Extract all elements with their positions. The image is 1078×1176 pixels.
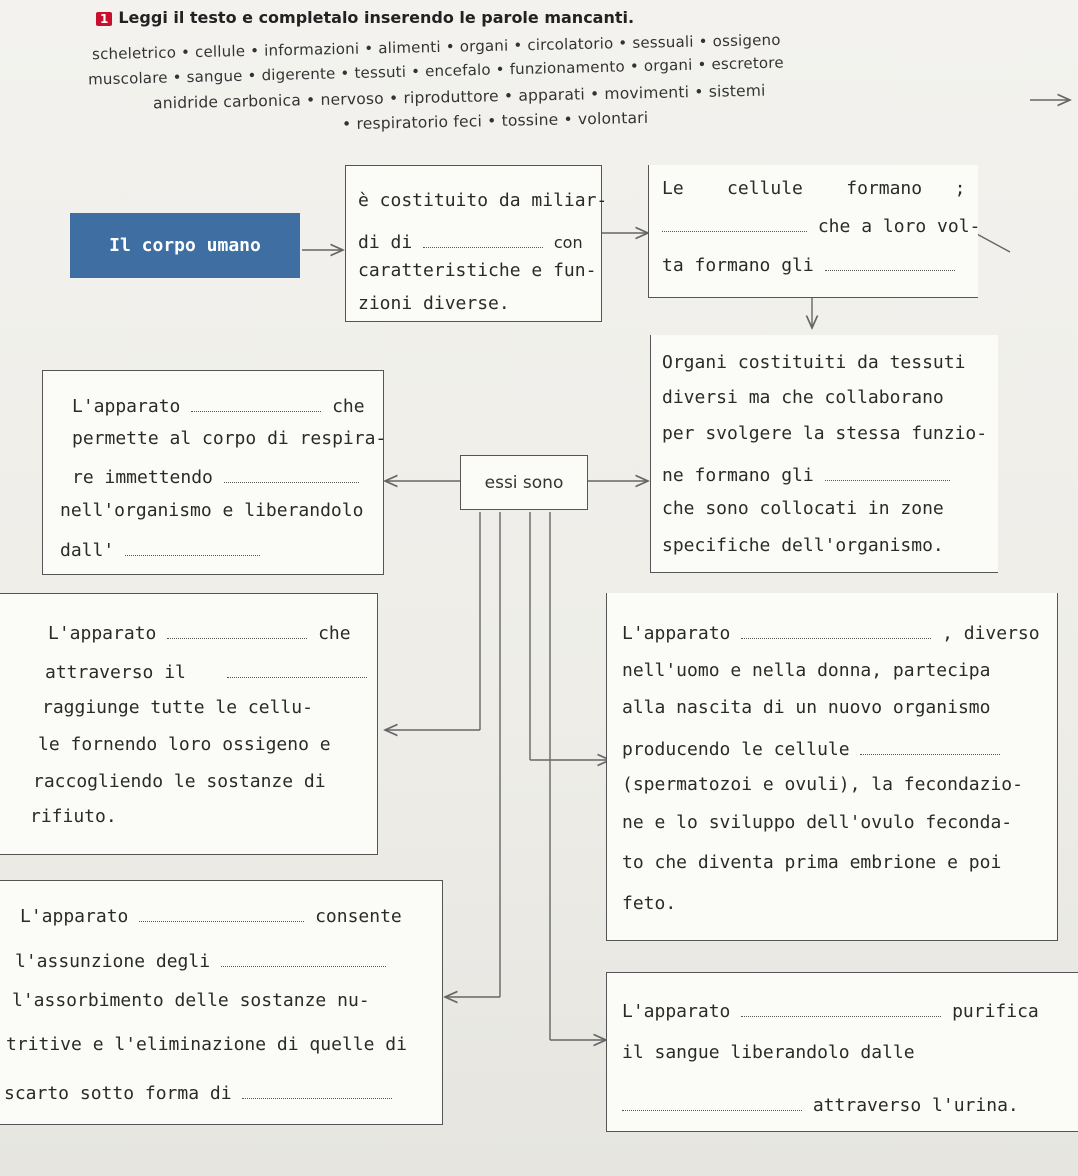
respiratory-line-3: re immettendo bbox=[72, 464, 359, 488]
word-bank-line-1: scheletrico • cellule • informazioni • alimenti • organi • circolatorio • sessuali • ossigeno bbox=[91, 30, 781, 64]
blank-excretory-2[interactable] bbox=[622, 1092, 802, 1111]
organs-line-5: che sono collocati in zone bbox=[662, 498, 944, 519]
circulatory-line-6: rifiuto. bbox=[30, 806, 117, 827]
blank-digestive-3[interactable] bbox=[242, 1080, 392, 1099]
circulatory-line-5: raccogliendo le sostanze di bbox=[33, 771, 326, 792]
tissues-line-2: che a loro vol- bbox=[662, 213, 980, 237]
reproductive-line-5: (spermatozoi e ovuli), la fecondazio- bbox=[622, 774, 1023, 795]
title-box bbox=[70, 213, 300, 278]
organs-line-3: per svolgere la stessa funzio- bbox=[662, 423, 988, 444]
circulatory-line-3: raggiunge tutte le cellu- bbox=[42, 697, 313, 718]
respiratory-line-2: permette al corpo di respira- bbox=[72, 428, 387, 449]
cells-line-2: di di con bbox=[358, 229, 583, 253]
blank-reproductive-1[interactable] bbox=[741, 620, 931, 639]
connector-box bbox=[460, 455, 588, 510]
respiratory-line-5: dall' bbox=[60, 537, 260, 561]
blank-tissues-1[interactable] bbox=[662, 213, 807, 232]
cells-line-1: è costituito da miliar- bbox=[358, 190, 608, 211]
title-text: Il corpo umano bbox=[109, 235, 261, 256]
excretory-line-2: il sangue liberandolo dalle bbox=[622, 1042, 915, 1063]
reproductive-line-6: ne e lo sviluppo dell'ovulo feconda- bbox=[622, 812, 1013, 833]
reproductive-line-8: feto. bbox=[622, 893, 677, 914]
respiratory-line-4: nell'organismo e liberandolo bbox=[60, 500, 364, 521]
reproductive-line-1: L'apparato , diverso bbox=[622, 620, 1040, 644]
cells-line-4: zioni diverse. bbox=[358, 293, 510, 314]
blank-circulatory-2[interactable] bbox=[227, 659, 367, 678]
tissues-line-1: Le cellule formano ; bbox=[662, 178, 966, 199]
digestive-line-3: l'assorbimento delle sostanze nu- bbox=[12, 990, 370, 1011]
organs-line-6: specifiche dell'organismo. bbox=[662, 535, 944, 556]
digestive-line-4: tritive e l'eliminazione di quelle di bbox=[6, 1034, 407, 1055]
blank-reproductive-2[interactable] bbox=[860, 736, 1000, 755]
instruction-text: Leggi il testo e completalo inserendo le parole mancanti. bbox=[118, 8, 635, 27]
circulatory-line-4: le fornendo loro ossigeno e bbox=[38, 734, 331, 755]
respiratory-line-1: L'apparato che bbox=[72, 393, 365, 417]
word-bank-line-3: anidride carbonica • nervoso • riproduttore • apparati • movimenti • sistemi bbox=[152, 81, 766, 113]
blank-respiratory-1[interactable] bbox=[191, 393, 321, 412]
circulatory-line-2: attraverso il bbox=[45, 659, 367, 683]
organs-line-4: ne formano gli bbox=[662, 462, 950, 486]
digestive-line-1: L'apparato consente bbox=[20, 903, 402, 927]
cells-line-3: caratteristiche e fun- bbox=[358, 260, 597, 281]
excretory-line-1: L'apparato purifica bbox=[622, 998, 1039, 1022]
circulatory-line-1: L'apparato che bbox=[48, 620, 351, 644]
exercise-number: 1 bbox=[96, 12, 112, 26]
reproductive-line-4: producendo le cellule bbox=[622, 736, 1000, 760]
reproductive-line-2: nell'uomo e nella donna, partecipa bbox=[622, 660, 991, 681]
box-reproductive bbox=[606, 593, 1058, 941]
blank-circulatory-1[interactable] bbox=[167, 620, 307, 639]
blank-excretory-1[interactable] bbox=[741, 998, 941, 1017]
digestive-line-5: scarto sotto forma di bbox=[4, 1080, 392, 1104]
word-bank-line-4: • respiratorio feci • tossine • volontari bbox=[341, 108, 649, 134]
reproductive-line-3: alla nascita di un nuovo organismo bbox=[622, 697, 991, 718]
blank-tissues-2[interactable] bbox=[825, 252, 955, 271]
blank-cells-1[interactable] bbox=[423, 229, 543, 248]
blank-digestive-1[interactable] bbox=[139, 903, 304, 922]
essi-sono-label: essi sono bbox=[484, 472, 564, 493]
organs-line-2: diversi ma che collaborano bbox=[662, 387, 944, 408]
blank-organs-1[interactable] bbox=[825, 462, 950, 481]
organs-line-1: Organi costituiti da tessuti bbox=[662, 352, 966, 373]
blank-respiratory-2[interactable] bbox=[224, 464, 359, 483]
excretory-line-3: attraverso l'urina. bbox=[622, 1092, 1019, 1116]
blank-digestive-2[interactable] bbox=[221, 948, 386, 967]
digestive-line-2: l'assunzione degli bbox=[15, 948, 386, 972]
blank-respiratory-3[interactable] bbox=[125, 537, 260, 556]
tissues-line-3: ta formano gli bbox=[662, 252, 955, 276]
word-bank-line-2: muscolare • sangue • digerente • tessuti • encefalo • funzionamento • organi • escretore bbox=[87, 53, 784, 89]
reproductive-line-7: to che diventa prima embrione e poi bbox=[622, 852, 1002, 873]
